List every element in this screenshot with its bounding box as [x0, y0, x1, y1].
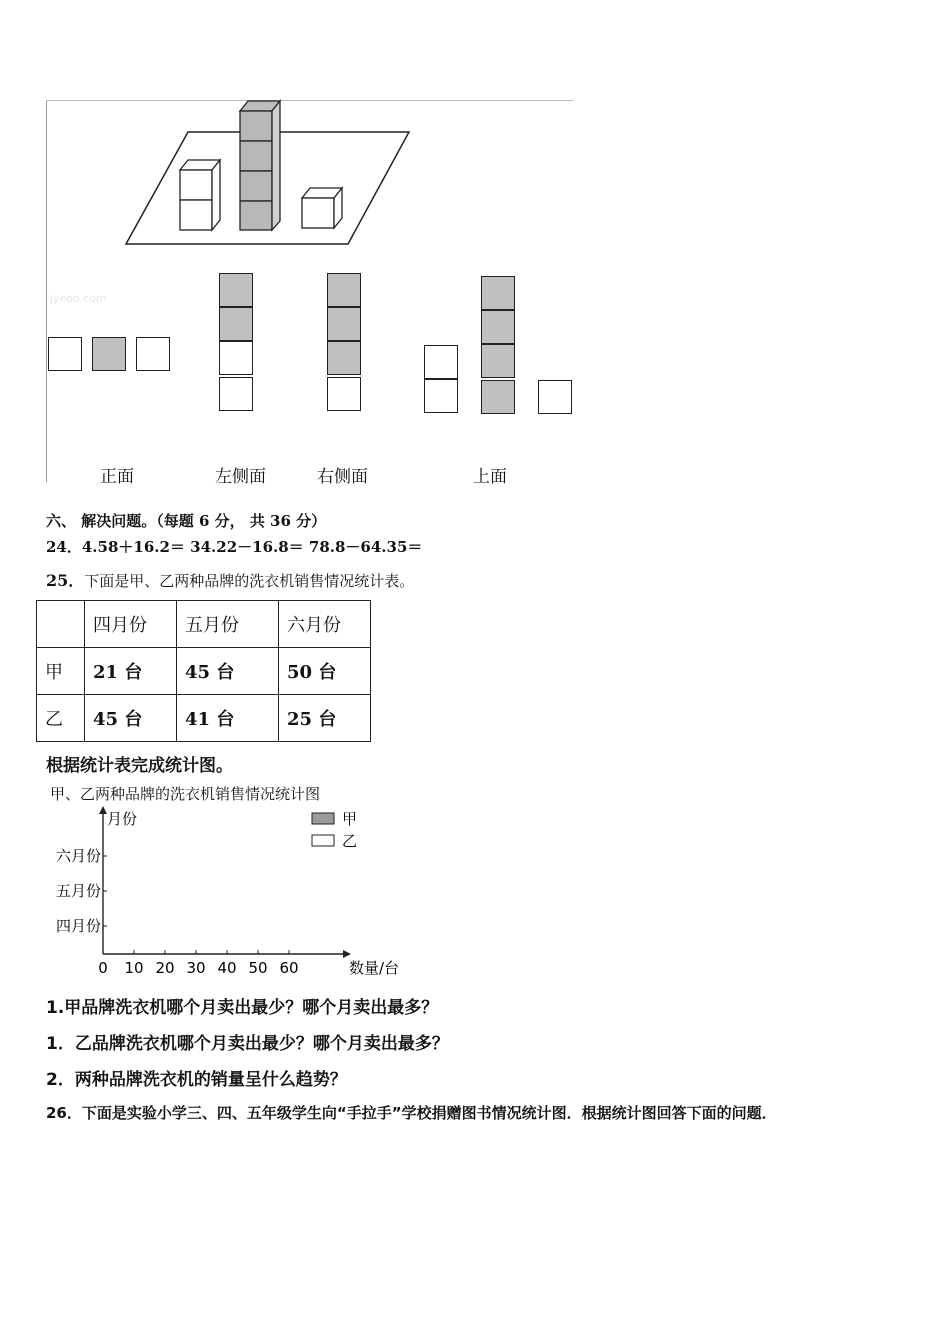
chart-instruction: 根据统计表完成统计图。 [46, 756, 233, 776]
top-view-label: 上面 [473, 467, 507, 487]
table-cell: 21 台 [85, 648, 177, 695]
y-tick-label: 六月份 [55, 847, 101, 865]
views-figure [0, 0, 600, 490]
x-axis-arrow [343, 950, 351, 958]
watermark: jyeoo.com [50, 292, 107, 305]
front-view-label: 正面 [100, 467, 134, 487]
section-heading: 六、 解决问题。（每题 6 分， 共 36 分） [46, 512, 327, 530]
x-tick-label: 60 [279, 959, 299, 977]
table-cell: 45 台 [177, 648, 279, 695]
question-25-1: 1.甲品牌洗衣机哪个月卖出最少？哪个月卖出最多？ [46, 998, 439, 1018]
x-tick-label: 30 [186, 959, 206, 977]
legend-swatch [312, 835, 334, 846]
table-row [37, 695, 371, 742]
question-25-intro [46, 568, 414, 591]
legend-swatch [312, 813, 334, 824]
table-cell: 50 台 [279, 648, 371, 695]
right-cube [302, 188, 342, 228]
middle-cube-stack [240, 101, 280, 230]
table-row [37, 648, 371, 695]
table-header: 六月份 [279, 601, 371, 648]
x-tick-label: 40 [217, 959, 237, 977]
y-axis-label: 月份 [107, 810, 138, 828]
chart-title: 甲、乙两种品牌的洗衣机销售情况统计图 [50, 785, 321, 803]
left-cube-stack [180, 160, 220, 230]
x-tick-label: 50 [248, 959, 268, 977]
cube-diagram [0, 0, 600, 260]
question-24: 24．4.58＋16.2＝ 34.22－16.8＝ 78.8－64.35＝ [46, 538, 423, 556]
x-tick-label: 20 [155, 959, 175, 977]
table-cell: 41 台 [177, 695, 279, 742]
y-tick-label: 五月份 [55, 882, 101, 900]
table-cell: 45 台 [85, 695, 177, 742]
y-tick-label: 四月份 [55, 917, 101, 935]
sales-chart [40, 780, 400, 980]
table-cell: 25 台 [279, 695, 371, 742]
table-corner [37, 601, 85, 648]
sales-table [36, 600, 371, 742]
question-25-number: 25． [46, 571, 85, 590]
row-label: 乙 [37, 695, 85, 742]
x-tick-label: 10 [124, 959, 144, 977]
question-26: 26．下面是实验小学三、四、五年级学生向“手拉手”学校捐赠图书情况统计图．根据统计图回答下面的问题． [46, 1104, 777, 1122]
chart-plot [40, 780, 400, 980]
x-axis-label: 数量/台 [349, 959, 400, 977]
legend-label: 甲 [342, 810, 358, 828]
table-header: 四月份 [85, 601, 177, 648]
y-axis-arrow [99, 806, 107, 814]
row-label: 甲 [37, 648, 85, 695]
right-view-label: 右侧面 [317, 467, 368, 487]
table-header: 五月份 [177, 601, 279, 648]
question-25-3: 2．两种品牌洗衣机的销量呈什么趋势？ [46, 1070, 347, 1090]
left-view-label: 左侧面 [215, 467, 266, 487]
table-header-row [37, 601, 371, 648]
question-25-2: 1．乙品牌洗衣机哪个月卖出最少？哪个月卖出最多？ [46, 1034, 449, 1054]
legend-label: 乙 [342, 832, 358, 850]
x-tick-label: 0 [98, 959, 108, 977]
question-25-text: 下面是甲、乙两种品牌的洗衣机销售情况统计表。 [84, 572, 415, 590]
